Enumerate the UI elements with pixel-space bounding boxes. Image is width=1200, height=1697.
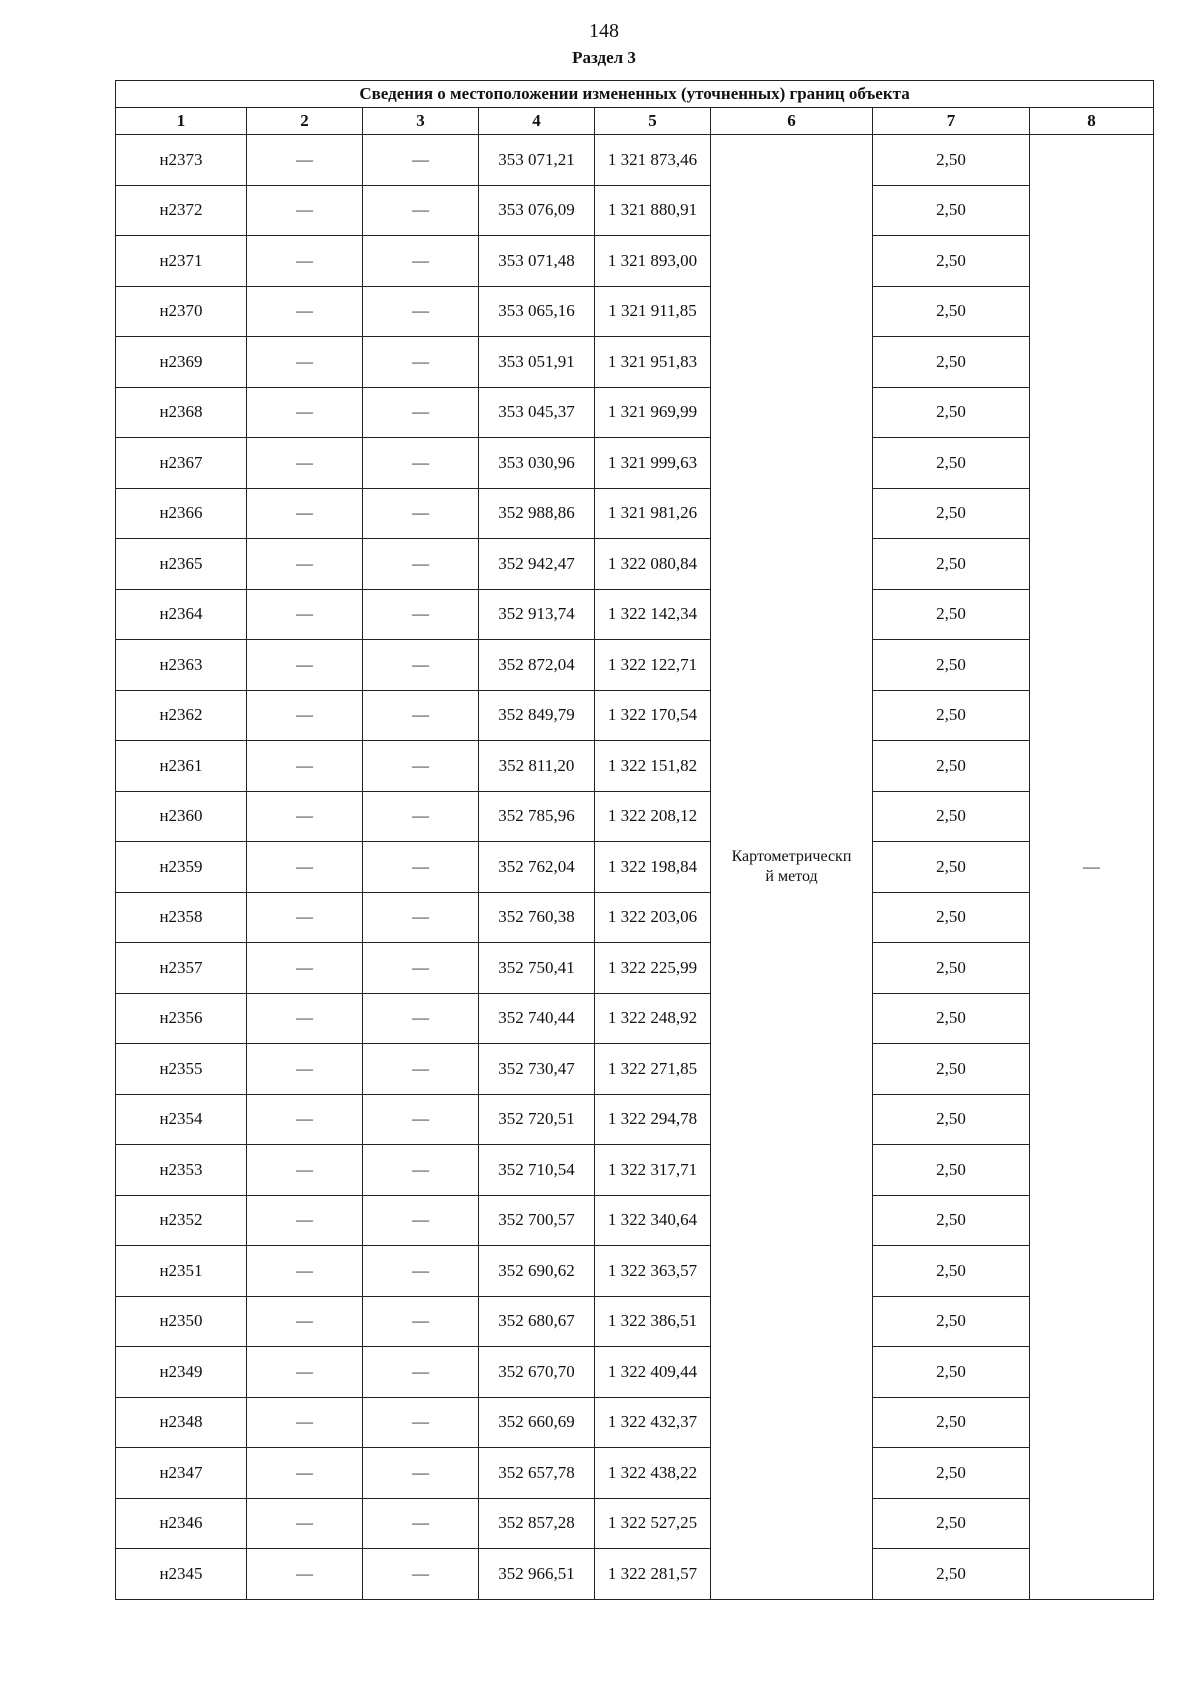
x-coordinate-cell: 352 785,96: [479, 791, 595, 842]
x-coordinate-cell: 352 740,44: [479, 993, 595, 1044]
column-2-cell: —: [247, 1044, 363, 1095]
accuracy-cell: 2,50: [873, 1347, 1030, 1398]
point-id-cell: н2345: [116, 1549, 247, 1600]
column-3-cell: —: [363, 1094, 479, 1145]
column-number: 7: [873, 108, 1030, 135]
point-id-cell: н2353: [116, 1145, 247, 1196]
x-coordinate-cell: 353 030,96: [479, 438, 595, 489]
x-coordinate-cell: 353 045,37: [479, 387, 595, 438]
column-2-cell: —: [247, 236, 363, 287]
x-coordinate-cell: 353 065,16: [479, 286, 595, 337]
point-id-cell: н2349: [116, 1347, 247, 1398]
accuracy-cell: 2,50: [873, 488, 1030, 539]
accuracy-cell: 2,50: [873, 236, 1030, 287]
accuracy-cell: 2,50: [873, 943, 1030, 994]
table-row: [116, 1347, 1154, 1398]
point-id-cell: н2359: [116, 842, 247, 893]
table-row: [116, 1498, 1154, 1549]
point-id-cell: н2372: [116, 185, 247, 236]
table-row: [116, 690, 1154, 741]
y-coordinate-cell: 1 322 363,57: [595, 1246, 711, 1297]
point-id-cell: н2363: [116, 640, 247, 691]
section-title: Раздел 3: [572, 48, 636, 67]
y-coordinate-cell: 1 322 225,99: [595, 943, 711, 994]
accuracy-cell: 2,50: [873, 1549, 1030, 1600]
x-coordinate-cell: 352 750,41: [479, 943, 595, 994]
point-id-cell: н2362: [116, 690, 247, 741]
y-coordinate-cell: 1 321 893,00: [595, 236, 711, 287]
table-row: [116, 1549, 1154, 1600]
y-coordinate-cell: 1 322 340,64: [595, 1195, 711, 1246]
column-number: 6: [711, 108, 873, 135]
table-row: [116, 337, 1154, 388]
column-2-cell: —: [247, 791, 363, 842]
x-coordinate-cell: 352 760,38: [479, 892, 595, 943]
y-coordinate-cell: 1 322 080,84: [595, 539, 711, 590]
column-2-cell: —: [247, 1246, 363, 1297]
x-coordinate-cell: 352 913,74: [479, 589, 595, 640]
column-3-cell: —: [363, 1347, 479, 1398]
column-2-cell: —: [247, 135, 363, 186]
column-3-cell: —: [363, 1397, 479, 1448]
x-coordinate-cell: 352 988,86: [479, 488, 595, 539]
column-2-cell: —: [247, 842, 363, 893]
x-coordinate-cell: 353 051,91: [479, 337, 595, 388]
column-3-cell: —: [363, 387, 479, 438]
accuracy-cell: 2,50: [873, 185, 1030, 236]
column-3-cell: —: [363, 337, 479, 388]
y-coordinate-cell: 1 322 432,37: [595, 1397, 711, 1448]
method-cell: [711, 135, 873, 1600]
accuracy-cell: 2,50: [873, 1246, 1030, 1297]
y-coordinate-cell: 1 322 151,82: [595, 741, 711, 792]
column-2-cell: —: [247, 1347, 363, 1398]
table-row: [116, 1448, 1154, 1499]
column-2-cell: —: [247, 993, 363, 1044]
table-row: [116, 539, 1154, 590]
column-3-cell: —: [363, 1498, 479, 1549]
table-row: [116, 387, 1154, 438]
column-2-cell: —: [247, 539, 363, 590]
table-row: [116, 1296, 1154, 1347]
column-3-cell: —: [363, 286, 479, 337]
column-number: 3: [363, 108, 479, 135]
column-2-cell: —: [247, 943, 363, 994]
column-2-cell: —: [247, 640, 363, 691]
accuracy-cell: 2,50: [873, 640, 1030, 691]
y-coordinate-cell: 1 321 969,99: [595, 387, 711, 438]
coordinates-table: [115, 80, 1154, 1600]
y-coordinate-cell: 1 322 317,71: [595, 1145, 711, 1196]
table-row: [116, 1145, 1154, 1196]
point-id-cell: н2350: [116, 1296, 247, 1347]
table-row: [116, 135, 1154, 186]
x-coordinate-cell: 352 670,70: [479, 1347, 595, 1398]
column-3-cell: —: [363, 1549, 479, 1600]
column-2-cell: —: [247, 488, 363, 539]
accuracy-cell: 2,50: [873, 135, 1030, 186]
accuracy-cell: 2,50: [873, 1397, 1030, 1448]
column-3-cell: —: [363, 488, 479, 539]
column-number: 1: [116, 108, 247, 135]
column-2-cell: —: [247, 1448, 363, 1499]
y-coordinate-cell: 1 322 294,78: [595, 1094, 711, 1145]
accuracy-cell: 2,50: [873, 791, 1030, 842]
point-id-cell: н2356: [116, 993, 247, 1044]
column-8-cell: —: [1030, 135, 1154, 1600]
column-3-cell: —: [363, 135, 479, 186]
accuracy-cell: 2,50: [873, 1195, 1030, 1246]
column-3-cell: —: [363, 640, 479, 691]
column-3-cell: —: [363, 539, 479, 590]
x-coordinate-cell: 353 076,09: [479, 185, 595, 236]
column-3-cell: —: [363, 842, 479, 893]
y-coordinate-cell: 1 322 271,85: [595, 1044, 711, 1095]
accuracy-cell: 2,50: [873, 1296, 1030, 1347]
column-2-cell: —: [247, 1498, 363, 1549]
y-coordinate-cell: 1 322 122,71: [595, 640, 711, 691]
table-row: [116, 589, 1154, 640]
point-id-cell: н2365: [116, 539, 247, 590]
point-id-cell: н2368: [116, 387, 247, 438]
accuracy-cell: 2,50: [873, 892, 1030, 943]
table-row: [116, 640, 1154, 691]
column-2-cell: —: [247, 1397, 363, 1448]
point-id-cell: н2364: [116, 589, 247, 640]
point-id-cell: н2354: [116, 1094, 247, 1145]
accuracy-cell: 2,50: [873, 589, 1030, 640]
method-text-line: Картометрическп: [731, 847, 852, 865]
y-coordinate-cell: 1 321 873,46: [595, 135, 711, 186]
table-body: [116, 135, 1154, 1600]
table-row: [116, 842, 1154, 893]
table-row: [116, 488, 1154, 539]
y-coordinate-cell: 1 322 438,22: [595, 1448, 711, 1499]
table-row: [116, 1246, 1154, 1297]
x-coordinate-cell: 352 857,28: [479, 1498, 595, 1549]
x-coordinate-cell: 352 730,47: [479, 1044, 595, 1095]
point-id-cell: н2361: [116, 741, 247, 792]
column-number-row: [116, 108, 1154, 135]
accuracy-cell: 2,50: [873, 539, 1030, 590]
accuracy-cell: 2,50: [873, 1498, 1030, 1549]
table-row: [116, 741, 1154, 792]
column-2-cell: —: [247, 589, 363, 640]
y-coordinate-cell: 1 321 999,63: [595, 438, 711, 489]
accuracy-cell: 2,50: [873, 993, 1030, 1044]
column-number: 2: [247, 108, 363, 135]
y-coordinate-cell: 1 321 951,83: [595, 337, 711, 388]
x-coordinate-cell: 352 762,04: [479, 842, 595, 893]
column-3-cell: —: [363, 690, 479, 741]
column-2-cell: —: [247, 1145, 363, 1196]
column-2-cell: —: [247, 741, 363, 792]
column-2-cell: —: [247, 892, 363, 943]
point-id-cell: н2347: [116, 1448, 247, 1499]
point-id-cell: н2346: [116, 1498, 247, 1549]
x-coordinate-cell: 352 849,79: [479, 690, 595, 741]
point-id-cell: н2371: [116, 236, 247, 287]
point-id-cell: н2357: [116, 943, 247, 994]
point-id-cell: н2358: [116, 892, 247, 943]
y-coordinate-cell: 1 322 281,57: [595, 1549, 711, 1600]
table-row: [116, 438, 1154, 489]
accuracy-cell: 2,50: [873, 1448, 1030, 1499]
y-coordinate-cell: 1 322 198,84: [595, 842, 711, 893]
table-row: [116, 993, 1154, 1044]
point-id-cell: н2348: [116, 1397, 247, 1448]
x-coordinate-cell: 352 657,78: [479, 1448, 595, 1499]
table-row: [116, 1195, 1154, 1246]
x-coordinate-cell: 353 071,48: [479, 236, 595, 287]
column-3-cell: —: [363, 438, 479, 489]
column-number: 5: [595, 108, 711, 135]
x-coordinate-cell: 352 720,51: [479, 1094, 595, 1145]
accuracy-cell: 2,50: [873, 438, 1030, 489]
table-row: [116, 791, 1154, 842]
y-coordinate-cell: 1 322 208,12: [595, 791, 711, 842]
x-coordinate-cell: 352 872,04: [479, 640, 595, 691]
y-coordinate-cell: 1 322 386,51: [595, 1296, 711, 1347]
column-2-cell: —: [247, 690, 363, 741]
point-id-cell: н2373: [116, 135, 247, 186]
x-coordinate-cell: 352 660,69: [479, 1397, 595, 1448]
point-id-cell: н2360: [116, 791, 247, 842]
point-id-cell: н2355: [116, 1044, 247, 1095]
x-coordinate-cell: 353 071,21: [479, 135, 595, 186]
column-2-cell: —: [247, 1549, 363, 1600]
accuracy-cell: 2,50: [873, 842, 1030, 893]
accuracy-cell: 2,50: [873, 690, 1030, 741]
column-3-cell: —: [363, 589, 479, 640]
table-row: [116, 286, 1154, 337]
column-3-cell: —: [363, 892, 479, 943]
point-id-cell: н2369: [116, 337, 247, 388]
column-2-cell: —: [247, 1296, 363, 1347]
point-id-cell: н2351: [116, 1246, 247, 1297]
column-number: 8: [1030, 108, 1154, 135]
point-id-cell: н2352: [116, 1195, 247, 1246]
column-2-cell: —: [247, 185, 363, 236]
method-text-line: й метод: [765, 867, 818, 885]
accuracy-cell: 2,50: [873, 337, 1030, 388]
column-3-cell: —: [363, 1195, 479, 1246]
table-row: [116, 1044, 1154, 1095]
x-coordinate-cell: 352 680,67: [479, 1296, 595, 1347]
column-3-cell: —: [363, 1296, 479, 1347]
table-row: [116, 1094, 1154, 1145]
column-3-cell: —: [363, 1145, 479, 1196]
accuracy-cell: 2,50: [873, 387, 1030, 438]
x-coordinate-cell: 352 700,57: [479, 1195, 595, 1246]
column-3-cell: —: [363, 185, 479, 236]
column-3-cell: —: [363, 1246, 479, 1297]
y-coordinate-cell: 1 322 142,34: [595, 589, 711, 640]
table-row: [116, 943, 1154, 994]
y-coordinate-cell: 1 322 170,54: [595, 690, 711, 741]
column-2-cell: —: [247, 337, 363, 388]
accuracy-cell: 2,50: [873, 741, 1030, 792]
x-coordinate-cell: 352 710,54: [479, 1145, 595, 1196]
column-2-cell: —: [247, 1094, 363, 1145]
table-row: [116, 1397, 1154, 1448]
column-3-cell: —: [363, 993, 479, 1044]
x-coordinate-cell: 352 811,20: [479, 741, 595, 792]
x-coordinate-cell: 352 690,62: [479, 1246, 595, 1297]
point-id-cell: н2367: [116, 438, 247, 489]
point-id-cell: н2366: [116, 488, 247, 539]
column-2-cell: —: [247, 1195, 363, 1246]
accuracy-cell: 2,50: [873, 1044, 1030, 1095]
column-3-cell: —: [363, 943, 479, 994]
y-coordinate-cell: 1 322 203,06: [595, 892, 711, 943]
accuracy-cell: 2,50: [873, 1094, 1030, 1145]
x-coordinate-cell: 352 966,51: [479, 1549, 595, 1600]
column-3-cell: —: [363, 741, 479, 792]
column-3-cell: —: [363, 791, 479, 842]
column-3-cell: —: [363, 1044, 479, 1095]
column-2-cell: —: [247, 438, 363, 489]
y-coordinate-cell: 1 321 911,85: [595, 286, 711, 337]
column-number: 4: [479, 108, 595, 135]
accuracy-cell: 2,50: [873, 286, 1030, 337]
page-number: 148: [589, 20, 619, 42]
table-row: [116, 185, 1154, 236]
table-caption: Сведения о местоположении измененных (уточненных) границ объекта: [116, 81, 1154, 108]
table-row: [116, 892, 1154, 943]
y-coordinate-cell: 1 322 527,25: [595, 1498, 711, 1549]
y-coordinate-cell: 1 322 248,92: [595, 993, 711, 1044]
y-coordinate-cell: 1 321 981,26: [595, 488, 711, 539]
accuracy-cell: 2,50: [873, 1145, 1030, 1196]
column-3-cell: —: [363, 236, 479, 287]
y-coordinate-cell: 1 321 880,91: [595, 185, 711, 236]
x-coordinate-cell: 352 942,47: [479, 539, 595, 590]
column-2-cell: —: [247, 286, 363, 337]
y-coordinate-cell: 1 322 409,44: [595, 1347, 711, 1398]
point-id-cell: н2370: [116, 286, 247, 337]
table-row: [116, 236, 1154, 287]
column-3-cell: —: [363, 1448, 479, 1499]
column-2-cell: —: [247, 387, 363, 438]
